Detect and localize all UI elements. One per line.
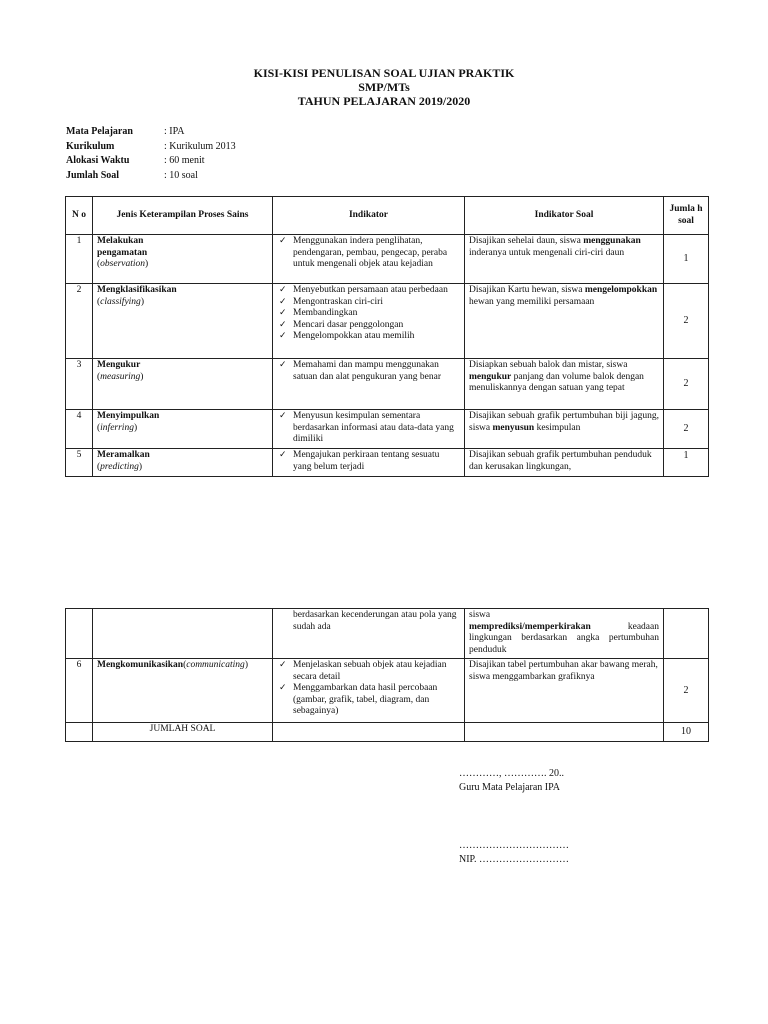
header-jumlah: Jumla h soal <box>664 197 709 235</box>
header-no: N o <box>66 197 93 235</box>
table-row: berdasarkan kecenderungan atau pola yang sudah ada siswa memprediksi/memperkirakan keadaan lingkungan berdasarkan angka pertumbuhan penduduk <box>66 609 709 659</box>
kisi-kisi-table-continued <box>65 608 709 742</box>
meta-row: Mata Pelajaran : IPA <box>66 126 185 137</box>
kisi-kisi-table <box>65 196 709 477</box>
header-indikator: Indikator <box>273 197 465 235</box>
indicator-item: ✓ Memahami dan mampu menggunakan satuan dan alat pengukuran yang benar <box>277 360 460 383</box>
indicator-item: ✓ Menyebutkan persamaan atau perbedaan <box>277 285 460 297</box>
total-label: JUMLAH SOAL <box>93 723 273 742</box>
table-row: 5 Meramalkan (predicting) ✓ Mengajukan perkiraan tentang sesuatu yang belum terjadi Disajikan sebuah grafik pertumbuhan penduduk dan kerusakan lingkungan, 1 <box>66 449 709 477</box>
indicator-item: ✓ Menyusun kesimpulan sementara berdasarkan informasi atau data-data yang dimiliki <box>277 411 460 446</box>
table-row: 1 Melakukan pengamatan (observation) ✓ Menggunakan indera penglihatan, pendengaran, pembau, pengecap, peraba untuk mengenali objek atau kejadian Disajikan sehelai daun, siswa menggunakan inderanya untuk mengenali ciri-ciri daun 1 <box>66 235 709 284</box>
total-value: 10 <box>664 723 709 742</box>
meta-row: Alokasi Waktu : 60 menit <box>66 155 205 166</box>
signature-nip: NIP. ……………………… <box>459 854 570 865</box>
indicator-item: ✓ Mengontraskan ciri-ciri <box>277 297 460 309</box>
meta-block <box>66 125 236 183</box>
table-row: 4 Menyimpulkan (inferring) ✓ Menyusun kesimpulan sementara berdasarkan informasi atau data-data yang dimiliki Disajikan sebuah grafik pertumbuhan biji jagung, siswa menyusun kesimpulan 2 <box>66 410 709 449</box>
indicator-item: ✓ Menjelaskan sebuah objek atau kejadian secara detail <box>277 660 460 683</box>
indicator-item: ✓ Mengelompokkan atau memilih <box>277 331 460 343</box>
indicator-item: ✓ Mengajukan perkiraan tentang sesuatu yang belum terjadi <box>277 450 460 473</box>
doc-subtitle-school: SMP/MTs <box>358 80 410 94</box>
indicator-item: ✓ Mencari dasar penggolongan <box>277 320 460 332</box>
doc-title: KISI-KISI PENULISAN SOAL UJIAN PRAKTIK <box>253 66 515 80</box>
table-row: 6 Mengkomunikasikan(communicating) ✓ Menjelaskan sebuah objek atau kejadian secara detail ✓ Menggambarkan data hasil percobaan (gambar, grafik, tabel, diagram, dan sebagainya) Disajikan tabel pertumbuhan akar bawang merah, siswa menggambarkan grafiknya 2 <box>66 659 709 723</box>
indicator-item: ✓ Membandingkan <box>277 308 460 320</box>
meta-row: Kurikulum : Kurikulum 2013 <box>66 140 236 152</box>
header-jenis: Jenis Keterampilan Proses Sains <box>93 197 273 235</box>
signature-role: Guru Mata Pelajaran IPA <box>459 782 560 793</box>
table-row: 2 Mengklasifikasikan (classifying) ✓ Menyebutkan persamaan atau perbedaan ✓ Mengontraskan ciri-ciri ✓ Membandingkan ✓ Mencari dasar penggolongan ✓ Mengelompokkan atau memilih Disajikan Kartu hewan, siswa mengelompokkan hewan yang memiliki persamaan 2 <box>66 284 709 359</box>
doc-subtitle-year: TAHUN PELAJARAN 2019/2020 <box>297 94 471 108</box>
table-header-row <box>66 197 709 235</box>
meta-row: Jumlah Soal : 10 soal <box>66 169 198 181</box>
table-row: 3 Mengukur (measuring) ✓ Memahami dan mampu menggunakan satuan dan alat pengukuran yang benar Disiapkan sebuah balok dan mistar, siswa mengukur panjang dan volume balok dengan menuliskannya dengan satuan yang tepat 2 <box>66 359 709 410</box>
total-row <box>66 723 709 742</box>
signature-name-line: …………………………… <box>459 840 569 851</box>
indicator-item: ✓ Menggambarkan data hasil percobaan (gambar, grafik, tabel, diagram, dan sebagainya) <box>277 683 460 718</box>
header-indikator-soal: Indikator Soal <box>465 197 664 235</box>
indicator-item: ✓ Menggunakan indera penglihatan, pendengaran, pembau, pengecap, peraba untuk mengenali objek atau kejadian <box>277 236 460 271</box>
signature-place-date: …………, …………. 20.. <box>459 768 564 779</box>
